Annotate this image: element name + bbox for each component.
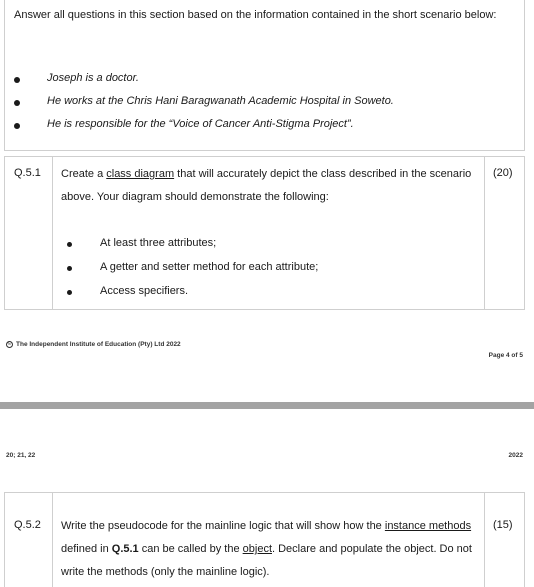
question-text bbox=[61, 163, 481, 209]
scenario-intro: Answer all questions in this section based on the information contained in the short scenario below: bbox=[14, 9, 497, 21]
bullet-icon bbox=[14, 100, 20, 106]
page-separator bbox=[0, 402, 534, 409]
copyright-icon: © bbox=[7, 341, 12, 347]
page-number: Page 4 of 5 bbox=[488, 352, 523, 359]
question-marks: (15) bbox=[493, 519, 513, 531]
question-number: Q.5.2 bbox=[14, 519, 41, 531]
question-body-cell bbox=[53, 493, 485, 587]
requirement-item bbox=[53, 257, 483, 281]
bullet-icon bbox=[67, 290, 72, 295]
scenario-bullet-text: He is responsible for the “Voice of Cancer Anti-Stigma Project”. bbox=[47, 118, 354, 130]
requirement-text: Access specifiers. bbox=[100, 285, 189, 297]
scenario-box bbox=[4, 0, 525, 151]
scenario-bullet-item bbox=[5, 69, 526, 92]
question-5-2-row bbox=[4, 492, 525, 587]
page-5 bbox=[0, 412, 534, 587]
question-text-part: Write the pseudocode for the mainline logic that will show how the bbox=[61, 520, 385, 532]
question-5-1-row bbox=[4, 156, 525, 310]
requirement-text: A getter and setter method for each attribute; bbox=[100, 261, 319, 273]
marks-cell bbox=[485, 493, 524, 587]
requirement-item bbox=[53, 233, 483, 257]
header-left-text: 20; 21, 22 bbox=[6, 452, 36, 459]
bullet-icon bbox=[14, 123, 20, 129]
marks-cell bbox=[485, 157, 524, 309]
header-year: 2022 bbox=[508, 452, 523, 459]
scenario-bullet-item bbox=[5, 115, 526, 138]
question-text-part: that will accurately depict the class described in the scenario above. Your diagram should demonstrate the following: bbox=[61, 168, 472, 203]
scenario-bullet-text: Joseph is a doctor. bbox=[47, 72, 139, 84]
scenario-bullet-list bbox=[5, 69, 526, 138]
bullet-icon bbox=[14, 77, 20, 83]
requirement-list bbox=[53, 233, 483, 305]
question-number-cell bbox=[5, 157, 53, 309]
question-text-part: . Declare and populate the object. Do not write the methods (only the mainline logic). bbox=[61, 543, 472, 578]
question-body-cell bbox=[53, 157, 485, 309]
question-text-underlined: object bbox=[242, 543, 272, 555]
question-text-underlined: class diagram bbox=[106, 168, 175, 180]
question-text bbox=[61, 515, 481, 584]
bullet-icon bbox=[67, 242, 72, 247]
copyright-footer bbox=[6, 341, 181, 348]
scenario-bullet-text: He works at the Chris Hani Baragwanath Academic Hospital in Soweto. bbox=[47, 95, 394, 107]
copyright-text: The Independent Institute of Education (Pty) Ltd 2022 bbox=[16, 341, 181, 348]
requirement-item bbox=[53, 281, 483, 305]
bullet-icon bbox=[67, 266, 72, 271]
question-marks: (20) bbox=[493, 167, 513, 179]
requirement-text: At least three attributes; bbox=[100, 237, 217, 249]
question-number: Q.5.1 bbox=[14, 167, 41, 179]
question-text-part: can be called by the bbox=[138, 543, 243, 555]
question-text-underlined: instance methods bbox=[384, 520, 472, 532]
question-number-cell bbox=[5, 493, 53, 587]
question-reference: Q.5.1 bbox=[111, 543, 139, 555]
question-text-part: defined in bbox=[61, 543, 112, 555]
question-text-part: Create a bbox=[61, 168, 107, 180]
scenario-bullet-item bbox=[5, 92, 526, 115]
